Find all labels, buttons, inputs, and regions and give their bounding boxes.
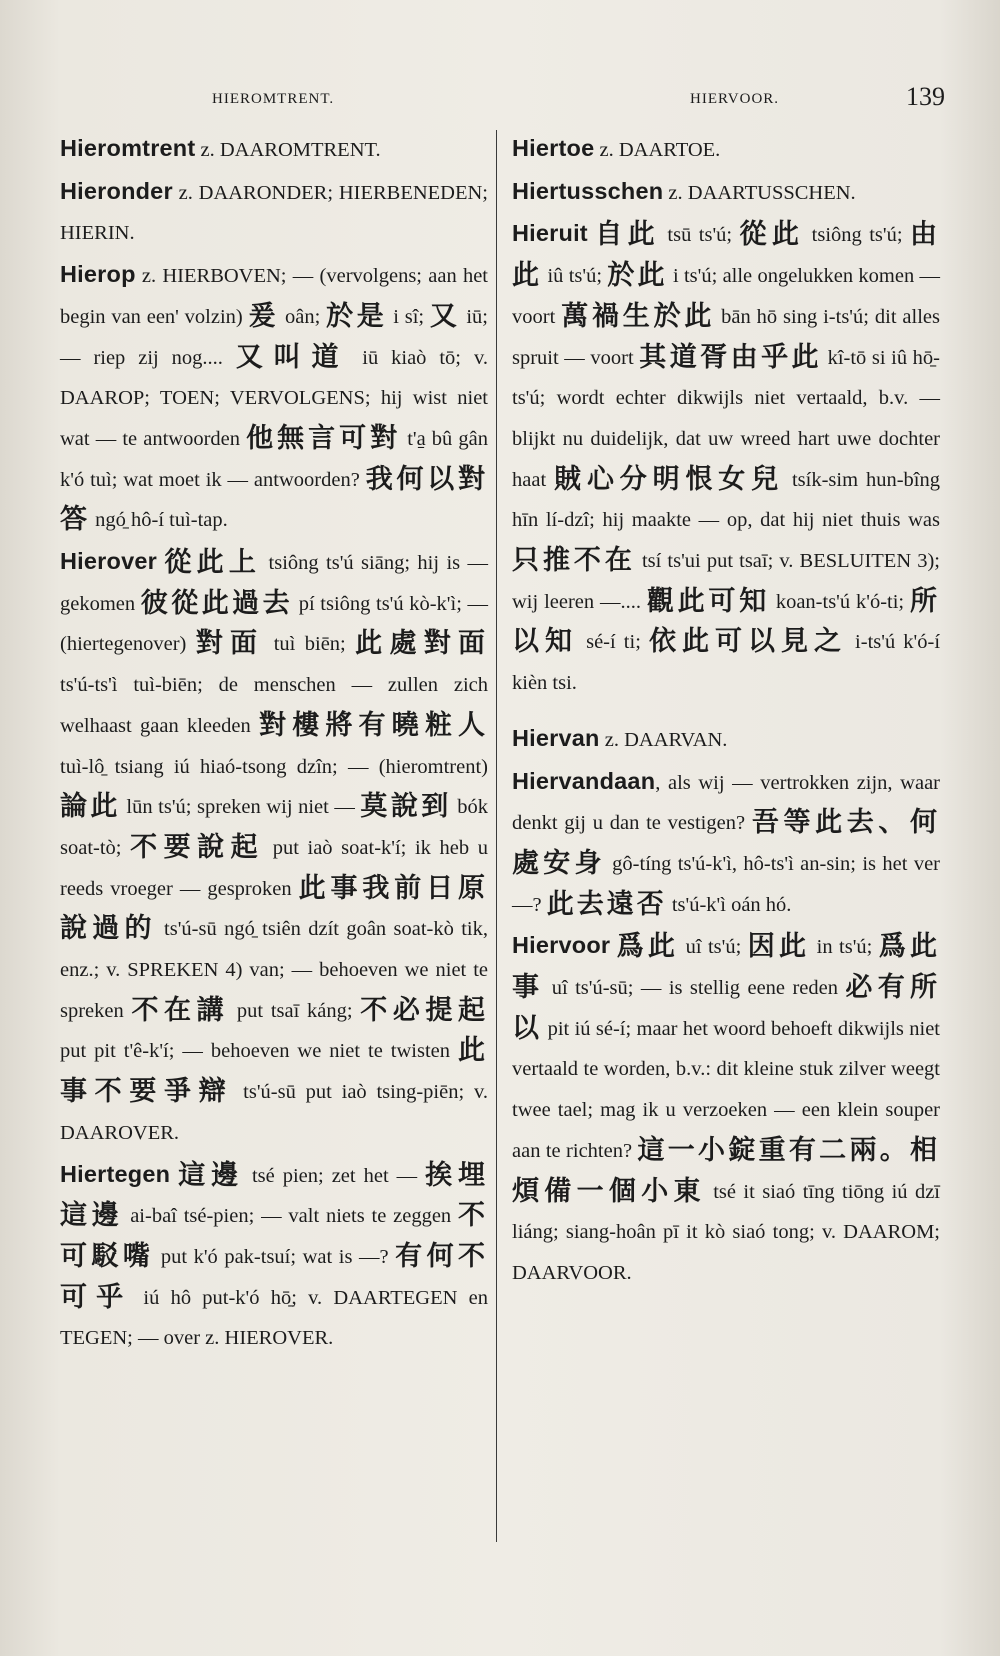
chinese-characters: 吾等此去、何處安身 <box>512 807 940 879</box>
chinese-characters: 此去遠否 <box>546 888 667 920</box>
entry-text: z. DAARVAN. <box>604 728 728 751</box>
entry-hiervoor <box>512 925 940 1293</box>
chinese-characters: 這一小錠重有二兩。相煩備一個小東 <box>512 1134 941 1207</box>
entry-text: z. DAARTOE. <box>599 139 721 161</box>
entry-text: z. DAARTUSSCHEN. <box>668 181 856 204</box>
chinese-characters: 只推不在 <box>512 545 636 577</box>
headword: Hiervandaan <box>512 767 656 794</box>
chinese-characters: 有何不可乎 <box>60 1240 488 1313</box>
chinese-characters: 賊心分明恨女兒 <box>554 463 784 495</box>
headword: Hierop <box>60 261 136 288</box>
chinese-characters: 自此 <box>595 219 660 251</box>
headword: Hieromtrent <box>60 135 196 161</box>
chinese-characters: 不可駁嘴 <box>60 1200 488 1272</box>
chinese-characters: 此事不要爭辯 <box>60 1035 488 1108</box>
running-head-left: HIEROMTRENT. <box>212 91 335 107</box>
headword: Hiertoe <box>512 135 595 161</box>
chinese-characters: 莫說到 <box>360 791 452 823</box>
page-number: 139 <box>906 82 945 111</box>
headword: Hieronder <box>60 177 173 204</box>
chinese-characters: 不必提起 <box>360 994 489 1026</box>
right-column <box>512 128 940 1294</box>
entry-hiertegen <box>60 1154 488 1360</box>
chinese-characters: 萬禍生於此 <box>561 300 716 332</box>
chinese-characters: 又 <box>429 300 461 332</box>
chinese-characters: 其道胥由乎此 <box>639 341 822 373</box>
chinese-characters: 所以知 <box>512 585 941 658</box>
chinese-characters: 必有所以 <box>512 972 941 1044</box>
entry-text: z. DAARONDER; HIERBENEDEN; HIERIN. <box>60 181 489 245</box>
chinese-characters: 爰 <box>248 300 280 332</box>
headword: Hierover <box>60 548 157 575</box>
entry-hiervandaan <box>512 761 940 926</box>
chinese-characters: 於是 <box>326 300 388 332</box>
chinese-characters: 不在講 <box>131 994 230 1026</box>
entry-hierover <box>60 541 488 1154</box>
chinese-characters: 論此 <box>60 791 121 823</box>
entry-text: , als wij — vertrokken zijn, waar denkt gij u dan te vestigen? 吾等此去、何處安身 gô-tíng ts'ú-k'ì, hô-ts'ì an-sin; is het ver —? 此去遠否 ts'ú-k'ì oán hó. <box>512 771 941 920</box>
left-column <box>60 128 488 1359</box>
chinese-characters: 這邊 <box>178 1159 244 1191</box>
chinese-characters: 我何以對答 <box>60 463 488 536</box>
entry-hiertoe <box>512 128 940 171</box>
chinese-characters: 觀此可知 <box>646 585 770 617</box>
entry-hiervan <box>512 718 940 761</box>
entry-text: z. HIERBOVEN; — (vervolgens; aan het begin van een' volzin) 爰 oân; 於是 i sî; 又 iū; — riep zij nog.... 又叫道 iū kiaò tō; v. DAAROP; TOEN; VERVOLGENS; hij wist niet wat — te antwoorden 他無言可對 t'a̱ bû gân k'ó tuì; wat moet ik — antwoorden? 我何以對答 ngó̱ hô-í tuì-tap. <box>60 265 489 536</box>
running-head-right: HIERVOOR. <box>690 91 780 107</box>
entry-hieronder <box>60 171 488 254</box>
entry-hierop <box>60 254 488 541</box>
chinese-characters: 又叫道 <box>235 341 350 373</box>
headword: Hiervan <box>512 724 600 751</box>
headword: Hiervoor <box>512 932 611 959</box>
entry-text: 爲此 uî ts'ú; 因此 in ts'ú; 爲此事 uî ts'ú-sū; — is stellig eene reden 必有所以 pit iú sé-í; maar het woord behoeft dikwijls niet vertaald te worden, b.v.: dit kleine stuk zilver weegt twee tael; mag ik u verzoeken — een klein souper aan te richten? 這一小錠重有二兩。相煩備一個小東 tsé it siaó tīng tiōng iú dzī liáng; siang-hoân pī it kò siaó tong; v. DAAROM; DAARVOOR. <box>512 931 941 1284</box>
entry-text: 這邊 tsé pien; zet het — 挨埋這邊 ai-baî tsé-pien; — valt niets te zeggen 不可駁嘴 put k'ó pak-tsuí; wat is —? 有何不可乎 iú hô put-k'ó hō̱; v. DAARTEGEN en TEGEN; — over z. HIEROVER. <box>60 1159 489 1350</box>
chinese-characters: 此事我前日原說過的 <box>60 872 489 945</box>
chinese-characters: 從此上 <box>164 547 262 579</box>
column-divider <box>496 130 497 1542</box>
chinese-characters: 爲此事 <box>512 931 941 1004</box>
entry-hieromtrent <box>60 128 488 171</box>
chinese-characters: 對樓將有曉粧人 <box>259 709 488 741</box>
chinese-characters: 他無言可對 <box>246 422 402 454</box>
chinese-characters: 對面 <box>195 628 265 660</box>
running-head <box>0 82 1000 118</box>
entry-hieruit <box>512 213 940 703</box>
entry-text: 自此 tsū ts'ú; 從此 tsiông ts'ú; 由此 iû ts'ú; 於此 i ts'ú; alle ongelukken komen — voort 萬禍生於此 bān hō sing i-ts'ú; dit alles spruit — voort 其道胥由乎此 kî-tō si iû hō̱-ts'ú; wordt echter dikwijls niet vertaald, b.v. — blijkt nu duidelijk, dat uw wreed hart uwe dochter haat 賊心分明恨女兒 tsík-sim hun-bîng hīn lí-dzî; hij maakte — op, dat hij niet thuis was 只推不在 tsí ts'ui put tsaī; v. BESLUITEN 3); wij leeren —.... 觀此可知 koan-ts'ú k'ó-ti; 所以知 sé-í ti; 依此可以見之 i-ts'ú k'ó-í kièn tsi. <box>512 219 941 695</box>
chinese-characters: 由此 <box>512 219 940 292</box>
chinese-characters: 於此 <box>607 260 668 292</box>
entry-text: z. DAAROMTRENT. <box>200 139 381 161</box>
chinese-characters: 此處對面 <box>355 628 489 660</box>
entry-hiertusschen <box>512 171 940 214</box>
chinese-characters: 因此 <box>747 931 811 963</box>
chinese-characters: 彼從此過去 <box>140 587 294 619</box>
chinese-characters: 依此可以見之 <box>649 626 847 658</box>
chinese-characters: 挨埋這邊 <box>60 1159 489 1232</box>
headword: Hiertusschen <box>512 177 664 204</box>
entry-text: 從此上 tsiông ts'ú siāng; hij is — gekomen 彼從此過去 pí tsiông ts'ú kò-k'ì; — (hiertegenover) 對面 tuì biēn; 此處對面 ts'ú-ts'ì tuì-biēn; de menschen — zullen zich welhaast gaan kleeden 對樓將有曉粧人 tuì-lô̱ tsiang iú hiaó-tsong dzîn; — (hieromtrent) 論此 lūn ts'ú; spreken wij niet — 莫說到 bók soat-tò; 不要說起 put iaò soat-k'í; ik heb u reeds vroeger — gesproken 此事我前日原說過的 ts'ú-sū ngó̱ tsiên dzít goân soat-kò tik, enz.; v. SPREKEN 4) van; — behoeven we niet te spreken 不在講 put tsaī káng; 不必提起 put pit t'ê-k'í; — behoeven we niet te twisten 此事不要爭辯 ts'ú-sū put iaò tsing-piēn; v. DAAROVER. <box>60 547 489 1144</box>
chinese-characters: 從此 <box>739 219 805 251</box>
headword: Hieruit <box>512 220 588 247</box>
chinese-characters: 爲此 <box>616 931 680 963</box>
headword: Hiertegen <box>60 1160 171 1187</box>
chinese-characters: 不要說起 <box>130 831 265 863</box>
